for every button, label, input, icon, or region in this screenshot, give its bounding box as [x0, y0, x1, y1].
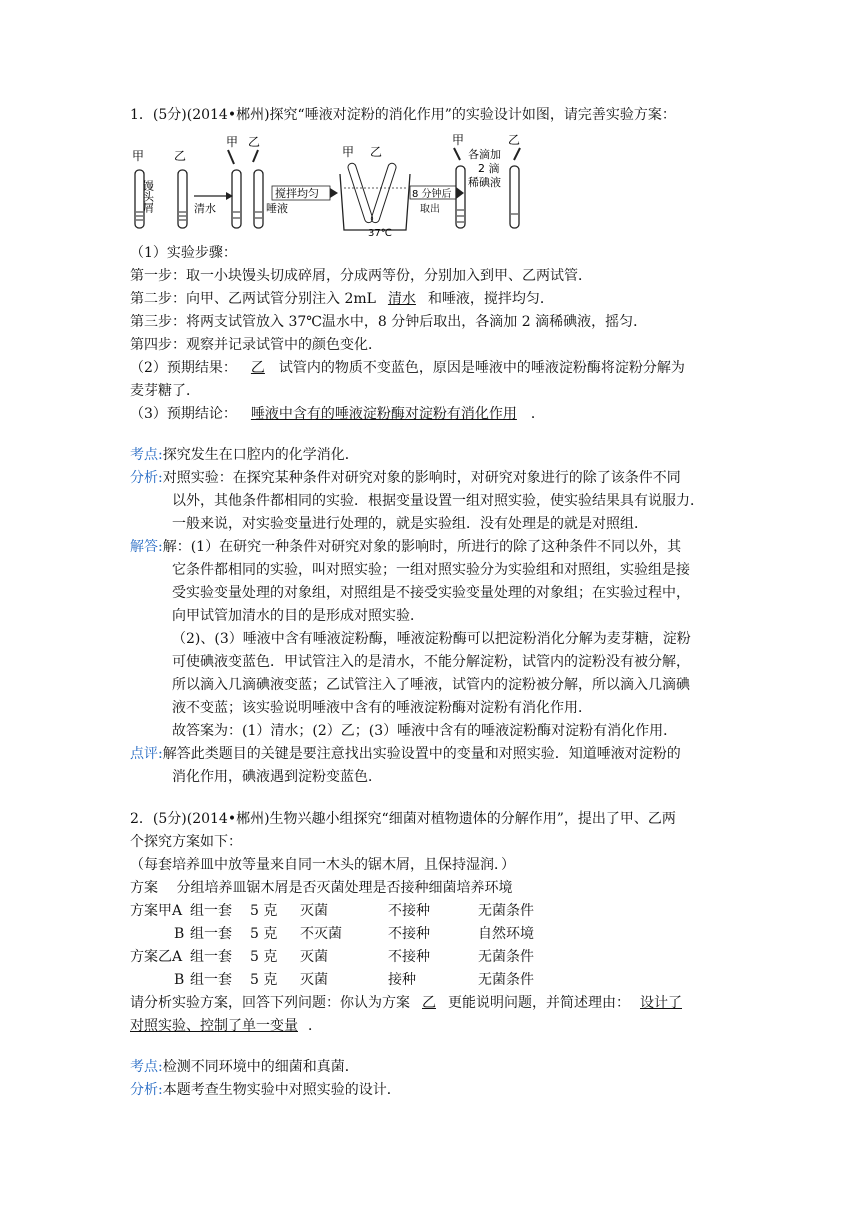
fig-label-qingshui: 清水 — [194, 202, 216, 215]
q2-question: 请分析实验方案，回答下列问题：你认为方案 乙 更能说明问题，并简述理由： 设计了 — [130, 992, 682, 1015]
fig-label-yi-4: 乙 — [508, 133, 521, 147]
q1-jieda-7: 所以滴入几滴碘液变蓝；乙试管注入了唾液，试管内的淀粉被分解，所以滴入几滴碘 — [172, 677, 690, 693]
fig-label-drop1: 各滴加 — [468, 148, 501, 161]
document-page: 1．(5分)(2014•郴州)探究“唾液对淀粉的消化作用”的实验设计如图，请完善实验方案： 甲 乙 馒头屑 清水 甲 乙 唾液 搅拌均匀 甲 乙 37℃ 8 分钟后 取出 甲 乙 各滴加 2 滴 稀碘液 （1）实验步骤： 第一步：取一小块馒头切成碎屑，分成两等份，分别加入到甲、乙两试管． 第二步：向甲、乙两试管分别注入 2mL 清水 和唾液，搅拌均匀． 第三步：将两支试管放入 37℃温水中，8 分钟后取出，各滴加 2 滴稀碘液，摇匀． 第四步：观察并记录试管中的颜色变化． （2）预期结果： 乙 试管内的物质不变蓝色，原因是唾液中的唾液淀粉酶将淀粉分解为 麦芽糖了． （3）预期结论： 唾液中含有的唾液淀粉酶对淀粉有消化作用 ． 考点:探究发生在口腔内的化学消化． 分析:对照实验：在探究某种条件对研究对象的影响时，对研究对象进行的除了该条件不同 以外，其他条件都相同的实验．根据变量设置一组对照实验，使实验结果具有说服力． 一般来说，对实验变量进行处理的，就是实验组．没有处理是的就是对照组． 解答:解：(1）在研究一种条件对研究对象的影响时，所进行的除了这种条件不同以外，其 它条件都相同的实验，叫对照实验；一组对照实验分为实验组和对照组，实验组是接 受实验变量处理的对象组，对照组是不接受实验变量处理的对象组；在实验过程中， 向甲试管加清水的目的是形成对照实验． （2)、(3）唾液中含有唾液淀粉酶，唾液淀粉酶可以把淀粉消化分解为麦芽糖，淀粉 可使碘液变蓝色．甲试管注入的是清水，不能分解淀粉，试管内的淀粉没有被分解， 所以滴入几滴碘液变蓝；乙试管注入了唾液，试管内的淀粉被分解，所以滴入几滴碘 液不变蓝；该实验说明唾液中含有的唾液淀粉酶对淀粉有消化作用． 故答案为：(1）清水；(2）乙；(3）唾液中含有的唾液淀粉酶对淀粉有消化作用． 点评:解答此类题目的关键是要注意找出实验设置中的变量和对照实验．知道唾液对淀粉的 消化作用，碘液遇到淀粉变蓝色． 2．(5分)(2014•郴州)生物兴趣小组探究“细菌对植物遗体的分解作用”，提出了甲、乙两 个探究方案如下： （每套培养皿中放等量来自同一木头的锯木屑，且保持湿润．） 方案 分组培养皿锯木屑是否灭菌处理是否接种细菌培养环境 方案甲A 组一套 5 克 灭菌 不接种 无菌条件 B 组一套 5 克 不灭菌 不接种 自然环境 方案乙A 组一套 5 克 灭菌 不接种 无菌条件 B 组一套 5 克 灭菌 接种 无菌条件 请分析实验方案，回答下列问题：你认为方案 乙 更能说明问题，并简述理由： 设计了 对照实验、控制了单一变量 ． 考点:检测不同环境中的细菌和真菌． 分析:本题考查生物实验中对照实验的设计． — [0, 0, 860, 1216]
q2-answer-reason-2: 对照实验、控制了单一变量 — [130, 1018, 298, 1034]
q1-step3: 第三步：将两支试管放入 37℃温水中，8 分钟后取出，各滴加 2 滴稀碘液，摇匀． — [130, 314, 648, 330]
q1-kaodian: 考点:探究发生在口腔内的化学消化． — [130, 447, 359, 463]
q2-note: （每套培养皿中放等量来自同一木头的锯木屑，且保持湿润．） — [130, 857, 515, 873]
q1-fenxi-2: 以外，其他条件都相同的实验．根据变量设置一组对照实验，使实验结果具有说服力． — [172, 493, 704, 509]
q1-fenxi-3: 一般来说，对实验变量进行处理的，就是实验组．没有处理是的就是对照组． — [172, 516, 648, 532]
beaker — [340, 174, 410, 230]
experiment-figure — [130, 132, 530, 236]
fig-label-after8-2: 取出 — [420, 204, 440, 215]
q2-table-header: 方案 分组培养皿锯木屑是否灭菌处理是否接种细菌培养环境 — [130, 880, 513, 896]
fig-label-mantou: 馒头屑 — [141, 180, 155, 213]
tube-jia-2 — [232, 170, 241, 228]
fig-label-tuoye: 唾液 — [266, 202, 288, 215]
q1-jieda: 解答:解：(1）在研究一种条件对研究对象的影响时，所进行的除了这种条件不同以外，其 — [130, 539, 682, 555]
q1-fenxi: 分析:对照实验：在探究某种条件对研究对象的影响时，对研究对象进行的除了该条件不同 — [130, 470, 681, 486]
q2-answer-reason-1: 设计了 — [640, 995, 682, 1011]
q1-answer-yi: 乙 — [250, 360, 265, 376]
q1-conclusion: （3）预期结论： 唾液中含有的唾液淀粉酶对淀粉有消化作用 ． — [130, 403, 545, 426]
q2-kaodian: 考点:检测不同环境中的细菌和真菌． — [130, 1059, 359, 1075]
q1-result-cont: 麦芽糖了． — [130, 383, 200, 399]
fig-label-jia-4: 甲 — [452, 133, 465, 147]
tube-yi-1 — [178, 170, 187, 228]
q1-jieda-8: 液不变蓝；该实验说明唾液中含有的唾液淀粉酶对淀粉有消化作用． — [172, 700, 592, 716]
q1-jieda-9: 故答案为：(1）清水；(2）乙；(3）唾液中含有的唾液淀粉酶对淀粉有消化作用． — [172, 723, 678, 739]
q1-answer-conclusion: 唾液中含有的唾液淀粉酶对淀粉有消化作用 — [250, 406, 517, 422]
q1-step2: 第二步：向甲、乙两试管分别注入 2mL 清水 和唾液，搅拌均匀． — [130, 288, 554, 311]
q1-step1: 第一步：取一小块馒头切成碎屑，分成两等份，分别加入到甲、乙两试管． — [130, 268, 592, 284]
fig-label-yi-1: 乙 — [174, 149, 187, 163]
q1-jieda-3: 受实验变量处理的对象组，对照组是不接受实验变量处理的对象组；在实验过程中， — [172, 585, 690, 601]
q1-answer-qingshui: 清水 — [387, 291, 416, 307]
fig-label-stir: 搅拌均匀 — [275, 187, 319, 200]
q2-question-2: 对照实验、控制了单一变量 ． — [130, 1018, 322, 1034]
q1-dianping: 点评:解答此类题目的关键是要注意找出实验设置中的变量和对照实验．知道唾液对淀粉的 — [130, 746, 681, 762]
fig-label-yi-2: 乙 — [248, 135, 261, 149]
fig-label-jia-3: 甲 — [342, 145, 355, 159]
q1-steps-title: （1）实验步骤： — [130, 245, 237, 261]
tube-yi-3 — [510, 166, 519, 228]
fig-label-yi-3: 乙 — [370, 145, 383, 159]
fig-label-drop3: 稀碘液 — [468, 176, 501, 189]
fig-label-after8-1: 8 分钟后 — [412, 189, 452, 200]
q1-dianping-2: 消化作用，碘液遇到淀粉变蓝色． — [172, 769, 382, 785]
fig-label-jia-2: 甲 — [226, 135, 239, 149]
fig-label-temp: 37℃ — [368, 228, 392, 236]
q2-answer-plan: 乙 — [422, 995, 436, 1011]
q1-jieda-5: （2)、(3）唾液中含有唾液淀粉酶，唾液淀粉酶可以把淀粉消化分解为麦芽糖，淀粉 — [172, 631, 691, 647]
fig-label-drop2: 2 滴 — [478, 162, 500, 175]
q1-header: 1．(5分)(2014•郴州)探究“唾液对淀粉的消化作用”的实验设计如图，请完善实验方案： — [130, 107, 676, 123]
q1-jieda-2: 它条件都相同的实验，叫对照实验；一组对照实验分为实验组和对照组，实验组是接 — [172, 562, 690, 578]
q1-step4: 第四步：观察并记录试管中的颜色变化． — [130, 337, 382, 353]
q2-header: 2．(5分)(2014•郴州)生物兴趣小组探究“细菌对植物遗体的分解作用”，提出了甲、乙两 — [130, 811, 676, 827]
q2-fenxi: 分析:本题考查生物实验中对照实验的设计． — [130, 1082, 401, 1098]
q1-jieda-4: 向甲试管加清水的目的是形成对照实验． — [172, 608, 424, 624]
fig-label-jia-1: 甲 — [132, 149, 145, 163]
q2-header-2: 个探究方案如下： — [130, 834, 242, 850]
q1-jieda-6: 可使碘液变蓝色．甲试管注入的是清水，不能分解淀粉，试管内的淀粉没有被分解， — [172, 654, 690, 670]
tube-yi-2 — [254, 170, 263, 228]
q1-result: （2）预期结果： 乙 试管内的物质不变蓝色，原因是唾液中的唾液淀粉酶将淀粉分解为 — [130, 357, 685, 380]
